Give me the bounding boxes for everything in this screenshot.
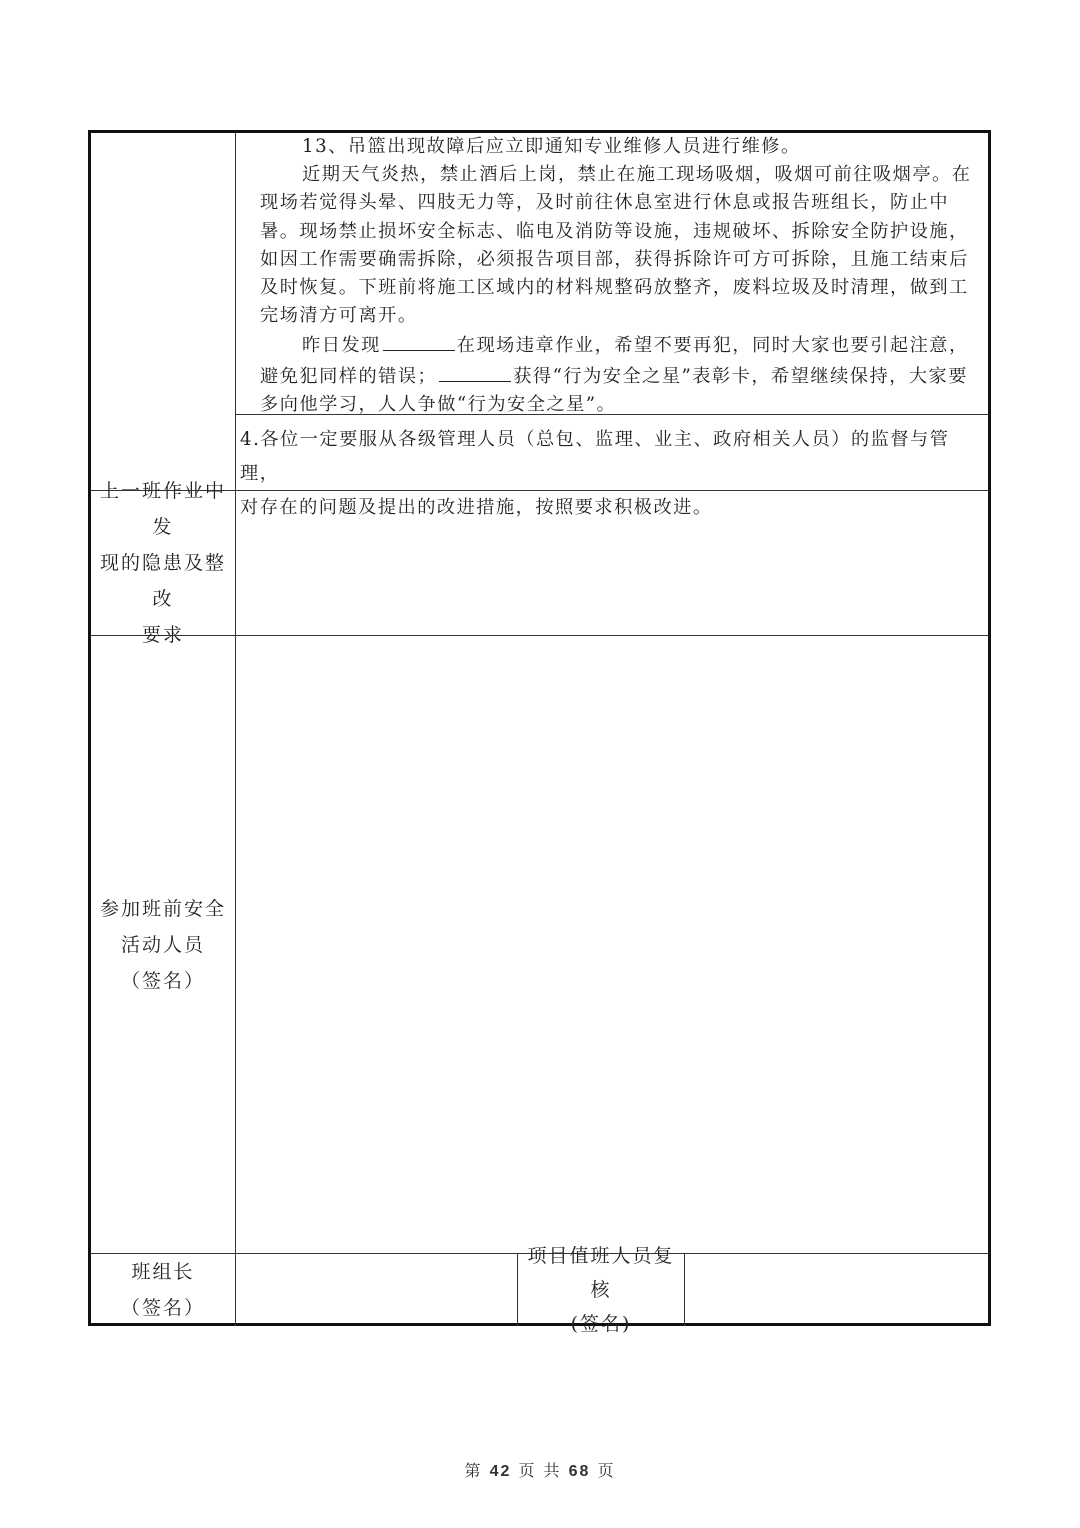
page-current: 42 [489, 1463, 512, 1480]
participants-label-line-3: （签名） [120, 969, 205, 992]
participants-label [91, 636, 236, 1253]
leader-signature-field[interactable] [236, 1254, 518, 1326]
participants-signature-area[interactable] [236, 636, 988, 1253]
signature-row [91, 1245, 988, 1335]
star-name-blank[interactable] [439, 361, 511, 382]
participants-label-line-2: 活动人员 [120, 933, 205, 956]
notice-yesterday-paragraph [260, 330, 976, 419]
hazards-label [91, 480, 236, 646]
leader-label-line-1: 班组长 [131, 1261, 195, 1283]
hazards-label-line-3: 要求 [141, 624, 184, 646]
leader-label [91, 1254, 236, 1326]
item-4-line-2: 对存在的问题及提出的改进措施，按照要求积极改进。 [240, 497, 713, 518]
safety-briefing-form [88, 130, 991, 1335]
item-4-line-1: 4.各位一定要服从各级管理人员（总包、监理、业主、政府相关人员）的监督与管理， [240, 429, 950, 484]
violator-name-blank[interactable] [383, 330, 455, 351]
review-label-line-1: 项目值班人员复核 [527, 1245, 675, 1301]
page-total: 68 [568, 1463, 591, 1480]
briefing-label-cell [91, 133, 236, 490]
review-label [518, 1245, 685, 1335]
participants-label-line-1: 参加班前安全 [99, 897, 226, 920]
leader-label-line-2: （签名） [120, 1297, 205, 1319]
notice-item-13: 13、吊篮出现故障后应立即通知专业维修人员进行维修。 [302, 136, 801, 157]
notice-box [236, 133, 988, 415]
page-footer [0, 1458, 1080, 1481]
yesterday-prefix: 昨日发现 [302, 335, 381, 357]
hazards-label-line-2: 现的隐患及整改 [99, 552, 226, 610]
review-signature-field[interactable] [685, 1254, 988, 1326]
page-mid: 页 共 [518, 1461, 562, 1480]
briefing-content-cell [236, 133, 988, 518]
review-label-line-2: (签名) [570, 1313, 632, 1335]
notice-heat-paragraph: 近期天气炎热，禁止酒后上岗，禁止在施工现场吸烟，吸烟可前往吸烟亭。在现场若觉得头晕、四肢无力等，及时前往休息室进行休息或报告班组长，防止中暑。现场禁止损坏安全标志、临电及消防等设施，违规破坏、拆除安全防护设施，如因工作需要确需拆除，必须报告项目部，获得拆除许可方可拆除，且施工结束后及时恢复。下班前将施工区域内的材料规整码放整齐，废料垃圾及时清理，做到工完场清方可离开。 [260, 164, 972, 327]
page-prefix: 第 [464, 1461, 483, 1480]
hazards-input-area[interactable] [236, 491, 988, 635]
hazards-label-line-1: 上一班作业中发 [99, 480, 226, 538]
yesterday-suffix: 获得“行为安全之星”表彰卡，希望继续保持，大家要多向他学习，人人争做“行为安全之星”。 [260, 365, 968, 415]
page-suffix: 页 [597, 1461, 616, 1480]
yesterday-mid: 在现场违章作业，希望不要再犯，同时大家也要引起注意，避免犯同样的错误； [260, 335, 969, 387]
participants-row [91, 636, 988, 1254]
hazards-row [91, 480, 988, 646]
